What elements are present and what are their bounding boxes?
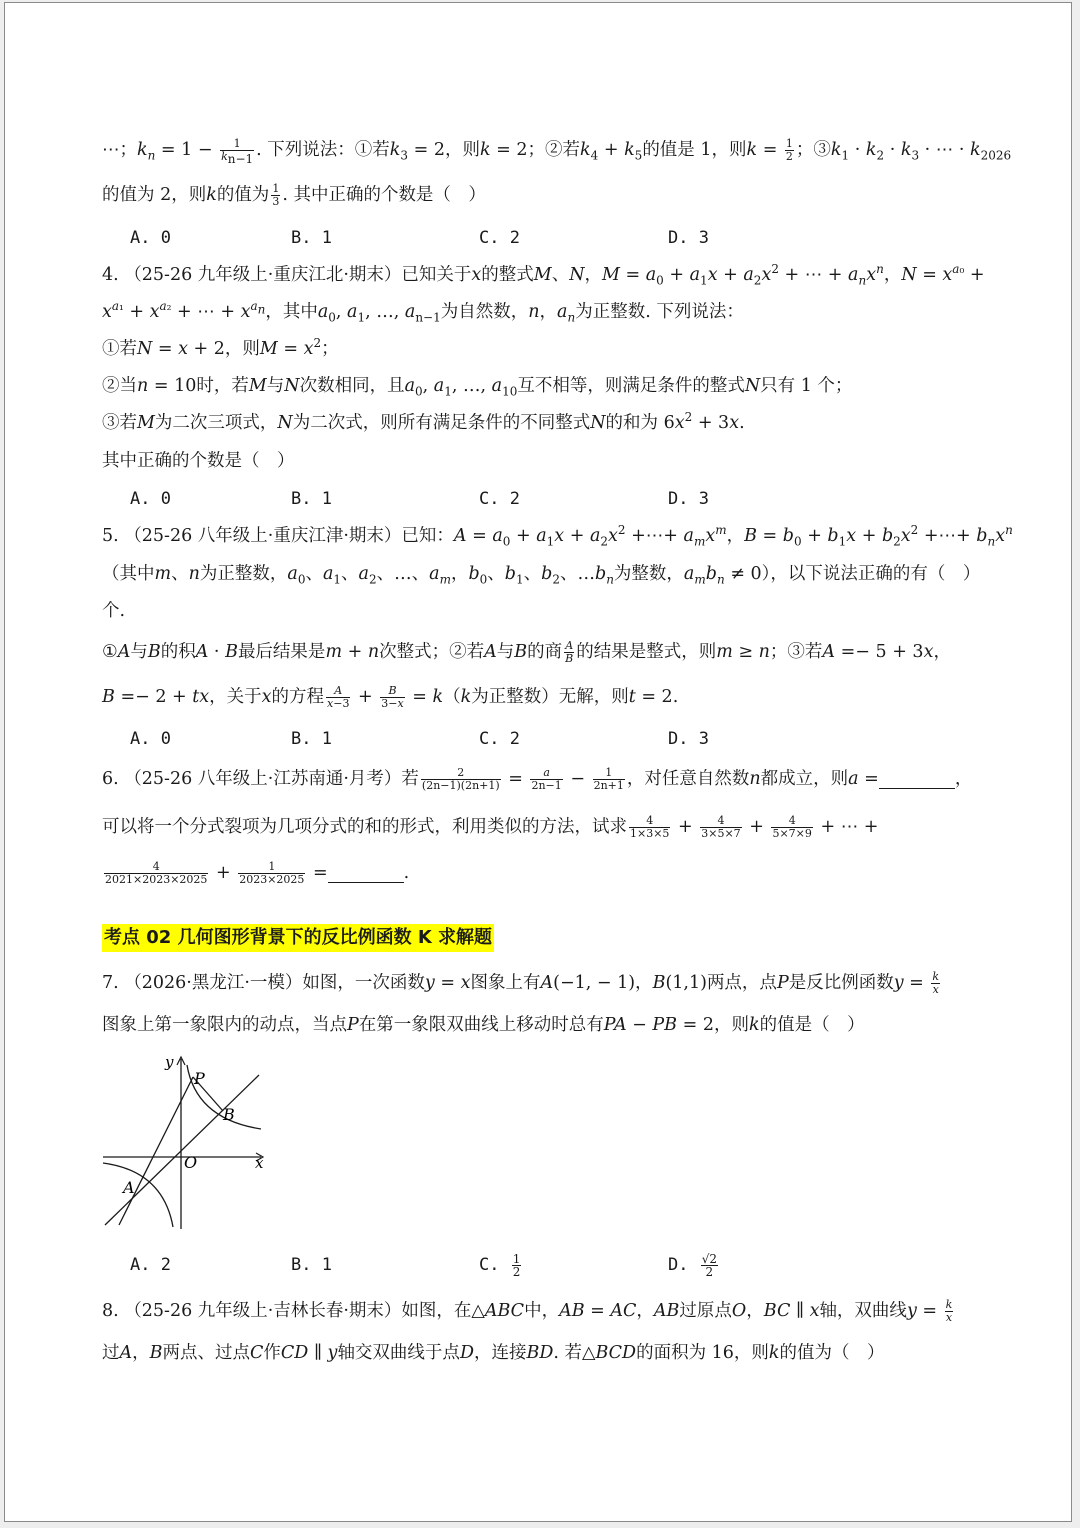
q4-ask: 其中正确的个数是（ ） xyxy=(102,451,295,471)
label-p: P xyxy=(194,1069,205,1088)
q5-options xyxy=(130,725,830,753)
q7-figure xyxy=(101,1049,271,1231)
option-d[interactable]: D. 3 xyxy=(668,489,709,509)
option-d[interactable]: D. 3 xyxy=(668,228,709,248)
q5-statement-1: ①A与B的积A · B最后结果是m + n次整式；②若A与B的商 $\frac{A}{B}$ 的结果是整式，则m ≥ n；③若A =− 5 + 3x， xyxy=(102,639,951,665)
option-b[interactable]: B. 1 xyxy=(291,1255,332,1275)
q5-line-2: （其中m、n为正整数，$a_0$、$a_1$、$a_2$、…、$a_m$，$b_0$、$b_1$、$b_2$、$\dots b_n$为整数，$a_mb_n \ne 0$），以下说法正确的有（ ） xyxy=(102,564,981,587)
document-page xyxy=(4,2,1072,1522)
answer-blank-a[interactable] xyxy=(879,788,955,789)
label-a: A xyxy=(123,1178,135,1197)
q6-line-3: $\frac{4}{2021\times 2023\times 2025}$ + $\frac{1}{2023\times 2025}$ = . xyxy=(105,860,410,886)
q3-options xyxy=(130,224,830,252)
q7-line-1: 7. （2026·黑龙江·一模）如图，一次函数y = x图象上有A(−1, − 1)，B(1,1)两点，点P是反比例函数y = $\frac{k}{x}$ xyxy=(102,970,940,996)
q4-statement-2: ②当n = 10时，若M与N次数相同，且$a_0$, $a_1$, …, $a_{10}$互不相等，则满足条件的整式N只有 1 个； xyxy=(102,376,853,399)
option-a[interactable]: A. 0 xyxy=(130,729,171,749)
q7-options xyxy=(130,1251,830,1285)
option-c[interactable]: C. 2 xyxy=(479,489,520,509)
label-y: y xyxy=(165,1053,174,1071)
q4-line-1: 4. （25-26 九年级上·重庆江北·期末）已知关于x的整式M、N，$M = a_0 + a_1x + a_2x^2$ + ⋯ + $a_nx^n$，$N = x^{a_0}$ + xyxy=(102,262,985,288)
q5-line-3: 个. xyxy=(102,601,126,621)
q3-line-1: ⋯；$k_n = 1$ − $\frac{1}{k_{n-1}}$ . 下列说法：①若$k_3 = 2$，则k = 2；②若$k_4 + k_5$的值是 1，则k = $\frac{1}{2}$ ；$③k_1 \cdot k_2 \cdot k_3$ · ⋯ · $k_{2026}$ xyxy=(102,137,1012,167)
line-y-equals-x xyxy=(105,1075,259,1225)
q8-line-1: 8. （25-26 九年级上·吉林长春·期末）如图，在△ABC中，AB = AC，AB过原点O，BC ∥ x轴，双曲线y = $\frac{k}{x}$ xyxy=(102,1298,953,1324)
option-c[interactable]: C. 2 xyxy=(479,228,520,248)
option-a[interactable]: A. 0 xyxy=(130,228,171,248)
option-c[interactable]: C. 2 xyxy=(479,729,520,749)
q6-line-2: 可以将一个分式裂项为几项分式的和的形式，利用类似的方法，试求 $\frac{4}{1\times 3\times 5}$ + $\frac{4}{3\times 5\times 7}$ + $\frac{4}{5\times 7\times 9}$ + ⋯ + xyxy=(102,814,879,840)
option-d[interactable]: D. 3 xyxy=(668,729,709,749)
q6-line-1: 6. （25-26 八年级上·江苏南通·月考）若 $\frac{2}{(2n-1)(2n+1)}$ = $\frac{a}{2n-1}$ − $\frac{1}{2n+1}$ ，对任意自然数n都成立，则a = ， xyxy=(102,766,973,792)
option-a[interactable]: A. 0 xyxy=(130,489,171,509)
option-c[interactable]: C. $\frac{1}{2}$ xyxy=(479,1251,521,1279)
label-o: O xyxy=(184,1153,198,1172)
q8-line-2: 过A，B两点、过点C作CD ∥ y轴交双曲线于点D，连接BD. 若△BCD的面积为 16，则k的值为（ ） xyxy=(102,1343,885,1363)
q5-statement-2: B =− 2 + tx，关于x的方程 $\frac{A}{x-3}$ + $\frac{B}{3-x}$ = k（k为正整数）无解，则t = 2. xyxy=(102,684,679,710)
q4-statement-3: ③若M为二次三项式，N为二次式，则所有满足条件的不同整式N的和为 $6x^2 + 3x$. xyxy=(102,410,745,433)
q4-line-2: $x^{a_1} + x^{a_2}$ + ⋯ + $x^{a_n}$，其中$a_0$, $a_1$, …, $a_{n-1}$为自然数，n，$a_n$为正整数. 下列说法： xyxy=(102,299,744,325)
q4-statement-1: ①若N = x + 2，则$M = x^2$； xyxy=(102,336,339,359)
option-b[interactable]: B. 1 xyxy=(291,729,332,749)
label-b: B xyxy=(223,1105,235,1124)
q4-options xyxy=(130,485,830,513)
section-title: 考点 02 几何图形背景下的反比例函数 K 求解题 xyxy=(102,924,494,952)
option-d[interactable]: D. $\frac{√2}{2}$ xyxy=(668,1251,718,1279)
option-a[interactable]: A. 2 xyxy=(130,1255,171,1275)
label-x: x xyxy=(255,1154,264,1172)
option-b[interactable]: B. 1 xyxy=(291,489,332,509)
q3-line-2: 的值为 2，则k的值为 $\frac{1}{3}$ . 其中正确的个数是（ ） xyxy=(102,182,486,208)
option-b[interactable]: B. 1 xyxy=(291,228,332,248)
answer-blank-sum[interactable] xyxy=(328,882,404,883)
q7-line-2: 图象上第一象限内的动点，当点P在第一象限双曲线上移动时总有PA − PB = 2，则k的值是（ ） xyxy=(102,1015,865,1035)
q5-line-1: 5. （25-26 八年级上·重庆江津·期末）已知：$A = a_0 + a_1x + a_2x^2$ +⋯+ $a_mx^m$，$B = b_0 + b_1x + b_2x^2$ +⋯+ $b_nx^n$ xyxy=(102,523,1013,549)
